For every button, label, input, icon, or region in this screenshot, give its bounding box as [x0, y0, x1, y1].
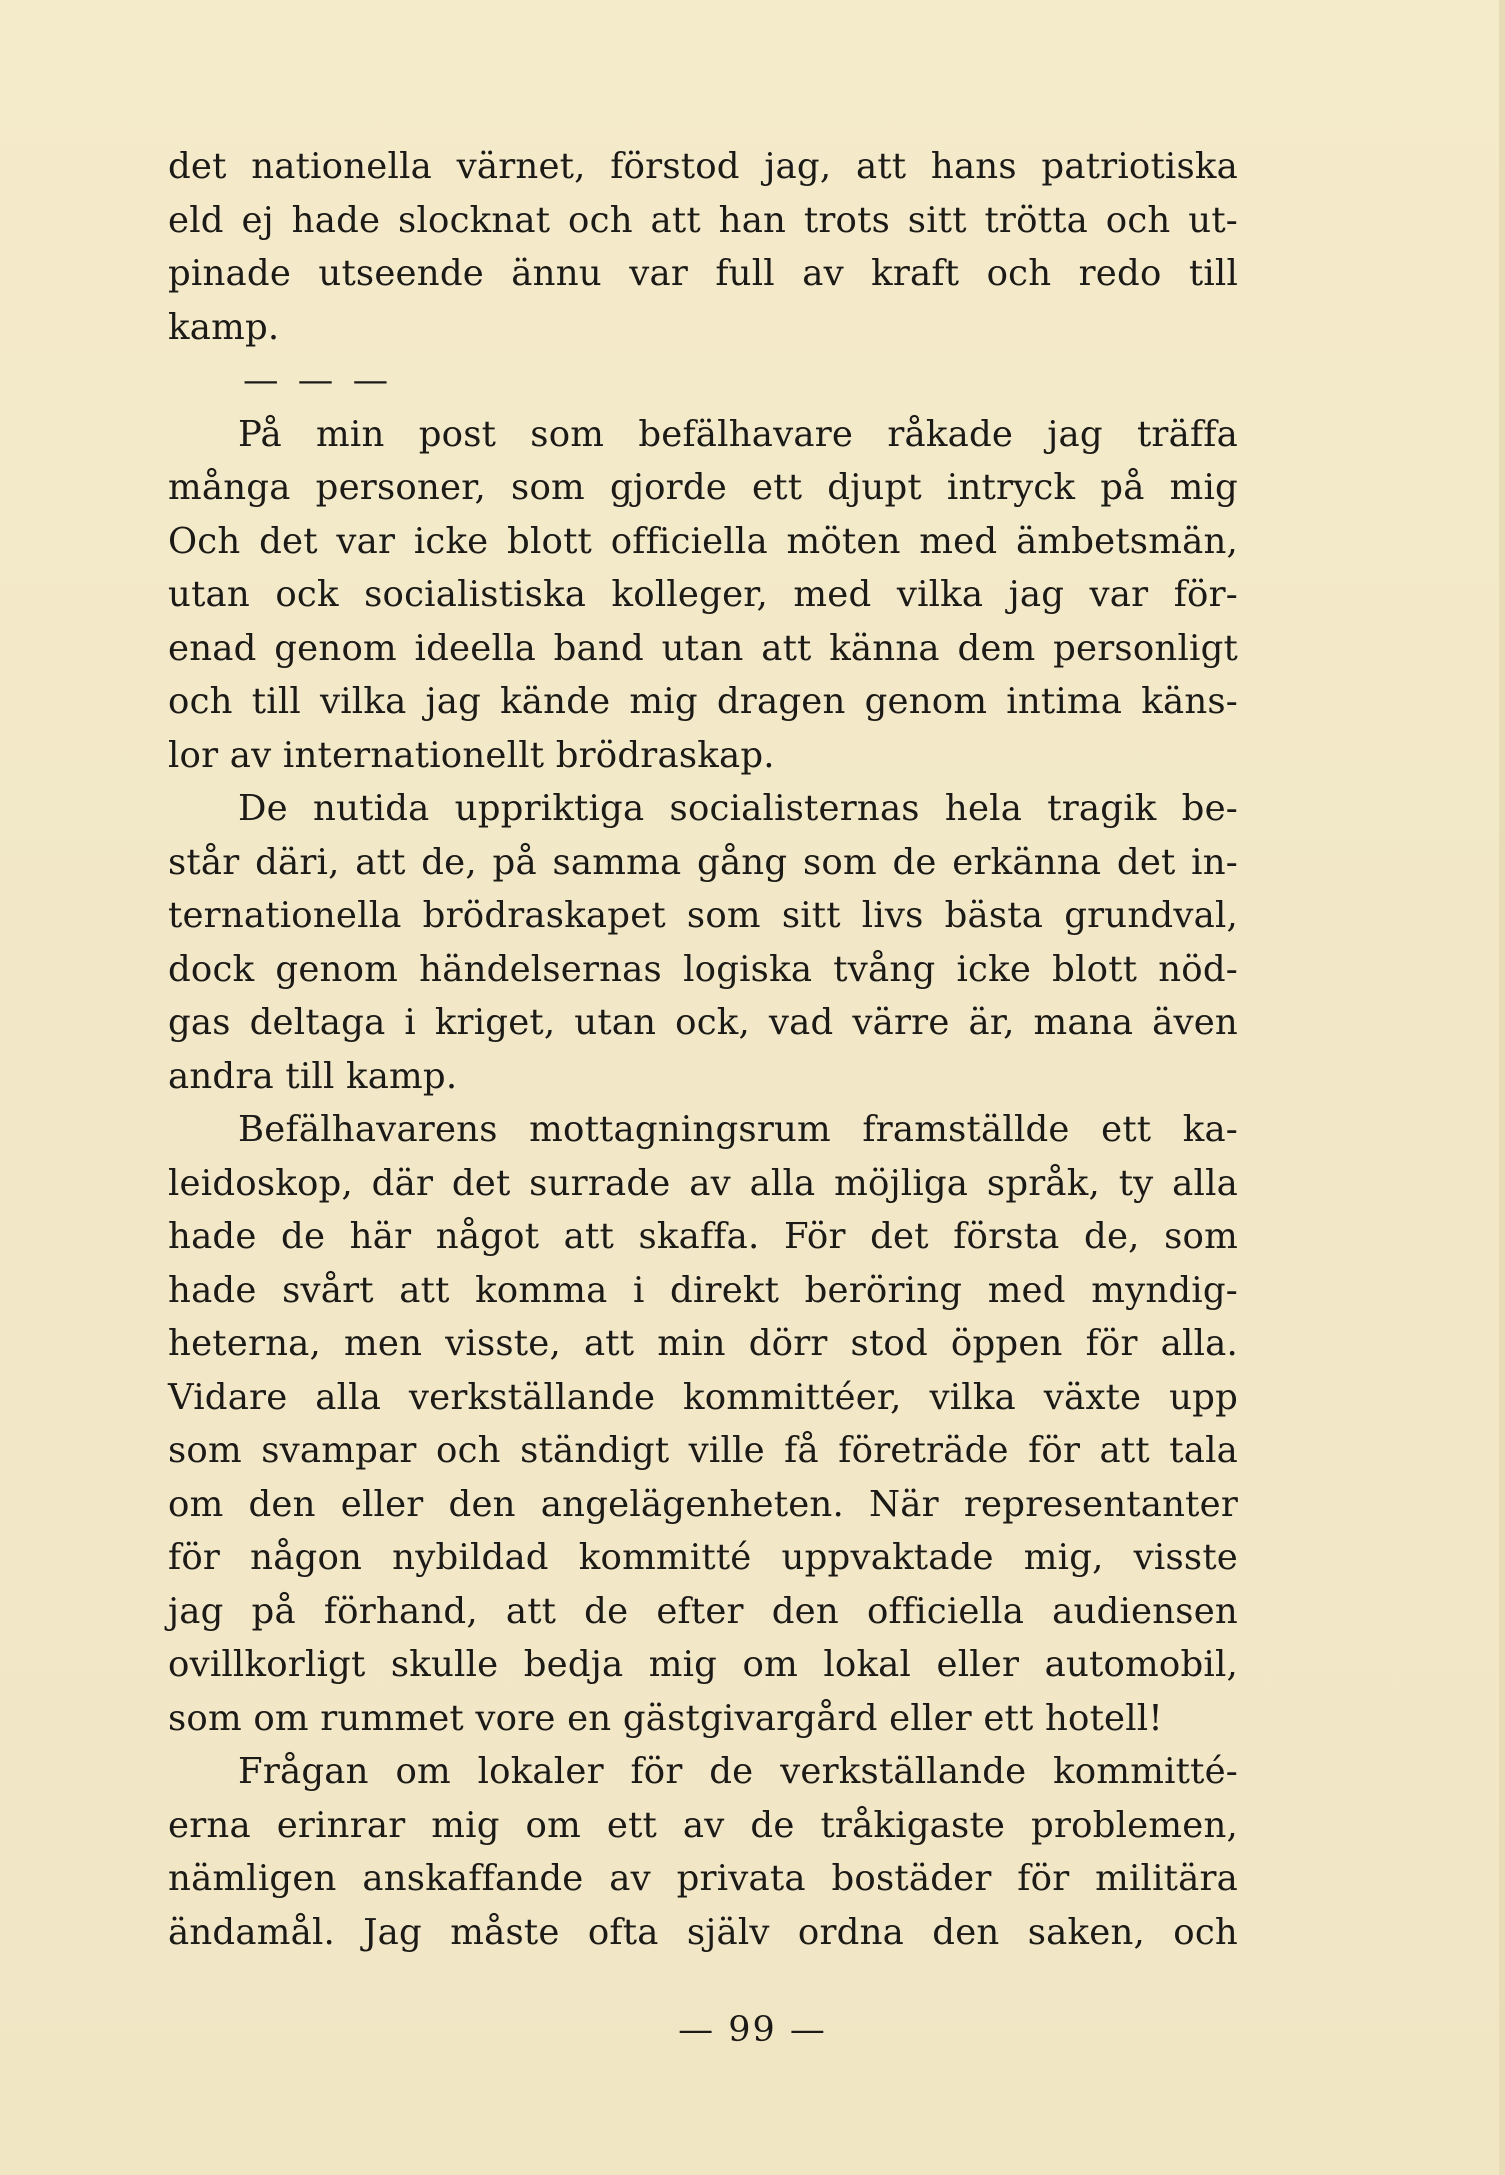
text-line: för någon nybildad kommitté uppvaktade mig, visste	[168, 1537, 1238, 1578]
text-line: leidoskop, där det surrade av alla möjliga språk, ty alla	[168, 1162, 1238, 1204]
text-line: De nutida uppriktiga socialisternas hela tragik be-	[238, 788, 1238, 829]
text-line: om den eller den angelägenheten. När representanter	[168, 1483, 1238, 1525]
text-line: och till vilka jag kände mig dragen genom intima käns-	[168, 681, 1238, 722]
text-line: som om rummet vore en gästgivargård eller ett hotell!	[168, 1697, 1163, 1739]
text-line: lor av internationellt brödraskap.	[168, 734, 775, 776]
text-line: ovillkorligt skulle bedja mig om lokal eller automobil,	[168, 1644, 1238, 1685]
text-line: heterna, men visste, att min dörr stod öppen för alla.	[168, 1323, 1238, 1364]
text-line: nämligen anskaffande av privata bostäder för militära	[168, 1858, 1238, 1899]
text-line: erna erinrar mig om ett av de tråkigaste problemen,	[168, 1804, 1238, 1846]
text-line: Befälhavarens mottagningsrum framställde ett ka-	[238, 1109, 1238, 1150]
text-line: eld ej hade slocknat och att han trots sitt trötta och ut-	[168, 199, 1238, 241]
text-line: många personer, som gjorde ett djupt intryck på mig	[168, 467, 1238, 508]
page-number: — 99 —	[678, 2010, 827, 2050]
text-line: Vidare alla verkställande kommittéer, vilka växte upp	[168, 1376, 1238, 1418]
text-line: kamp.	[168, 306, 280, 348]
text-line: gas deltaga i kriget, utan ock, vad värre är, mana även	[168, 1002, 1238, 1043]
text-line: står däri, att de, på samma gång som de erkänna det in-	[168, 841, 1238, 883]
body-text	[168, 140, 1238, 1959]
text-line: det nationella värnet, förstod jag, att hans patriotiska	[168, 146, 1238, 187]
text-line: dock genom händelsernas logiska tvång icke blott nöd-	[168, 948, 1238, 990]
text-line: andra till kamp.	[168, 1055, 458, 1097]
text-line: På min post som befälhavare råkade jag träffa	[238, 413, 1238, 455]
text-line: ändamål. Jag måste ofta själv ordna den saken, och	[168, 1911, 1238, 1953]
text-line: jag på förhand, att de efter den officiella audiensen	[168, 1590, 1238, 1632]
text-line: Och det var icke blott officiella möten med ämbetsmän,	[168, 520, 1238, 562]
text-line: pinade utseende ännu var full av kraft och redo till	[168, 253, 1238, 294]
text-line: ternationella brödraskapet som sitt livs bästa grundval,	[168, 895, 1238, 936]
text-line: enad genom ideella band utan att känna dem personligt	[168, 627, 1238, 669]
text-line: Frågan om lokaler för de verkställande kommitté-	[238, 1751, 1238, 1792]
text-line: hade svårt att komma i direkt beröring med myndig-	[168, 1269, 1238, 1311]
text-line: utan ock socialistiska kolleger, med vilka jag var för-	[168, 574, 1238, 615]
text-line: hade de här något att skaffa. För det första de, som	[168, 1216, 1238, 1257]
text-line: som svampar och ständigt ville få företräde för att tala	[168, 1430, 1238, 1471]
page-edge	[1499, 0, 1505, 2175]
section-break: — — —	[243, 360, 393, 401]
